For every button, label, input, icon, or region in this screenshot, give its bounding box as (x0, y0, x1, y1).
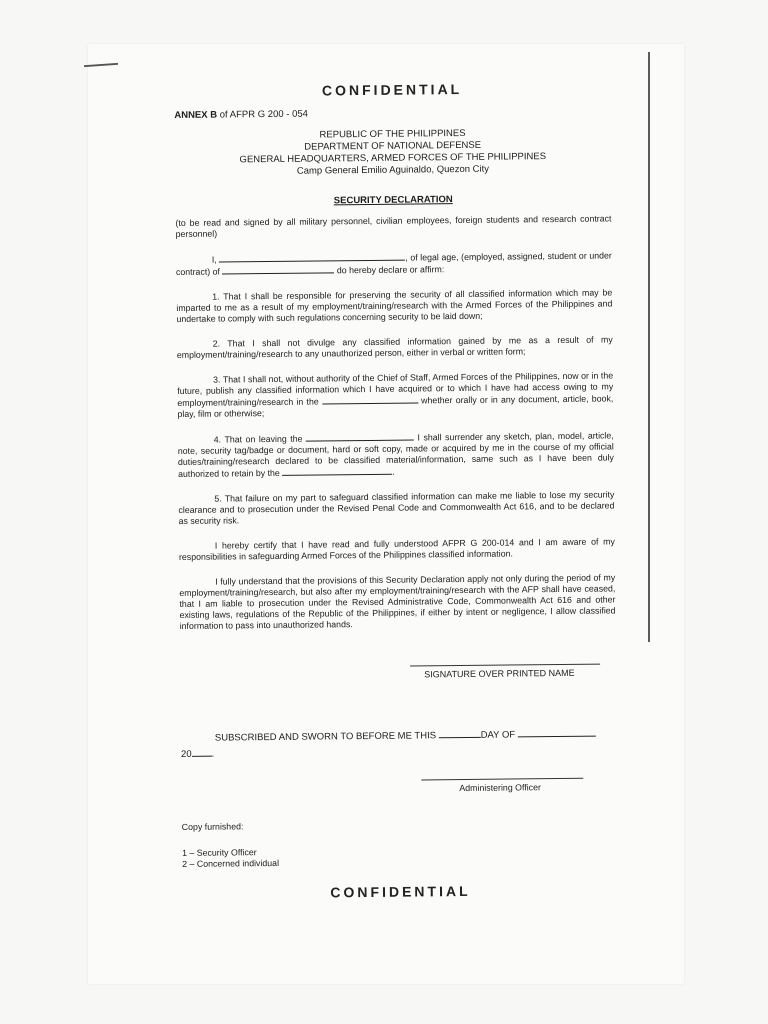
administering-officer-label: Administering Officer (459, 782, 541, 794)
clause-1: 1. That I shall be responsible for preserving the security of all classified information which may be imparted to me as a result of my employment/training/research with the Armed Forces of the Philippines and undertake to comply with such regulations concerning security to be laid down; (176, 287, 613, 324)
classification-header: CONFIDENTIAL (321, 80, 463, 99)
signature-block (180, 657, 617, 732)
sworn-day-blank[interactable] (439, 729, 481, 738)
signature-line[interactable] (410, 664, 600, 667)
clause-5: 5. That failure on my part to safeguard classified information can make me liable to lose my security clearance and to prosecution under the Revised Penal Code and Commonwealth Act 616, and to be declared as security risk. (178, 489, 615, 526)
annex-label: ANNEX B (174, 109, 218, 121)
organization-block (174, 126, 610, 179)
sworn-year-suffix: . (211, 748, 215, 760)
intro-instruction: (to be read and signed by all military personnel, civilian employees, foreign students and research contract personnel) (175, 213, 612, 239)
administering-officer-block (181, 773, 617, 818)
declarant-affirm: do hereby declare or affirm: (336, 264, 445, 276)
certification-paragraph: I hereby certify that I have read and fully understood AFPR G 200-014 and I am aware of my responsibilities in safeguarding Armed Forces of the Philippines classified information. (178, 536, 615, 562)
annex-regulation: of AFPR G 200 - 054 (217, 108, 308, 121)
sworn-month-blank[interactable] (518, 728, 596, 738)
sworn-year-blank[interactable] (192, 748, 212, 757)
clause-4-text-middle: I shall surrender any sketch, plan, model, article, note, security tag/badge or document, hard or soft copy, made or acquired by me in the course of my official duties/training/research declared to be classified material/information, same such as I have been duly authorized to retain by the (177, 430, 614, 479)
org-line-department: DEPARTMENT OF NATIONAL DEFENSE (304, 139, 482, 153)
declarant-legal-age: , of legal age, (employed, assigned, student or under contract) of (175, 250, 612, 277)
clause-4-blank-authority[interactable] (282, 466, 392, 476)
declarant-statement (176, 249, 612, 278)
copy-furnished-item-1: 1 – Security Officer (182, 847, 257, 858)
clause-4 (178, 429, 614, 480)
clause-3-text-end: whether orally or in any document, article, book, play, film or otherwise; (177, 393, 614, 419)
document-title: SECURITY DECLARATION (333, 194, 453, 207)
sworn-year (181, 743, 617, 760)
declarant-unit-blank[interactable] (222, 264, 334, 274)
clause-3-blank[interactable] (322, 394, 418, 404)
org-line-republic: REPUBLIC OF THE PHILIPPINES (319, 127, 466, 141)
clause-3-text: 3. That I shall not, without authority of the Chief of Staff, Armed Forces of the Philippines, now or in the future, publish any classified information which I have acquired or to which I have had access owing to my employment/training/research in the (177, 370, 614, 408)
org-line-camp: Camp General Emilio Aguinaldo, Quezon City (296, 163, 490, 177)
sworn-day-of: DAY OF (480, 729, 516, 741)
clause-4-text: 4. That on leaving the (213, 433, 303, 445)
copy-furnished-list (182, 843, 618, 870)
signature-label: SIGNATURE OVER PRINTED NAME (424, 667, 575, 680)
declarant-name-blank[interactable] (219, 252, 405, 263)
org-line-headquarters: GENERAL HEADQUARTERS, ARMED FORCES OF THE PHILIPPINES (239, 151, 547, 166)
clause-2: 2. That I shall not divulge any classified information gained by me as a result of my employment/training/research to any unauthorized person, either in verbal or written form; (176, 334, 613, 360)
copy-furnished-item-2: 2 – Concerned individual (182, 857, 280, 869)
classification-footer: CONFIDENTIAL (330, 882, 471, 901)
clause-4-text-end: . (392, 466, 395, 477)
page-edge-line (648, 52, 650, 642)
clause-3 (177, 370, 613, 420)
clause-4-blank-leaving[interactable] (306, 432, 414, 442)
copy-furnished-label: Copy furnished: (181, 821, 244, 832)
sworn-text: SUBSCRIBED AND SWORN TO BEFORE ME THIS (214, 730, 437, 744)
declarant-i: I, (211, 254, 217, 265)
annex-reference (174, 105, 610, 121)
administering-officer-line[interactable] (421, 778, 583, 781)
understanding-paragraph: I fully understand that the provisions of this Security Declaration apply not only during the period of my employment/training/research, but also after my employment/training/research with the AFP shall have ceased, that I am liable to prosecution under the Revised Administrative Code, Commonwealth Act 616 and other existing laws, regulations of the Republic of the Philippines, if either by intent or negligence, I allow classified information to pass into unauthorized hands. (179, 572, 616, 631)
sworn-year-prefix: 20 (180, 748, 192, 760)
security-declaration-form (174, 79, 619, 902)
